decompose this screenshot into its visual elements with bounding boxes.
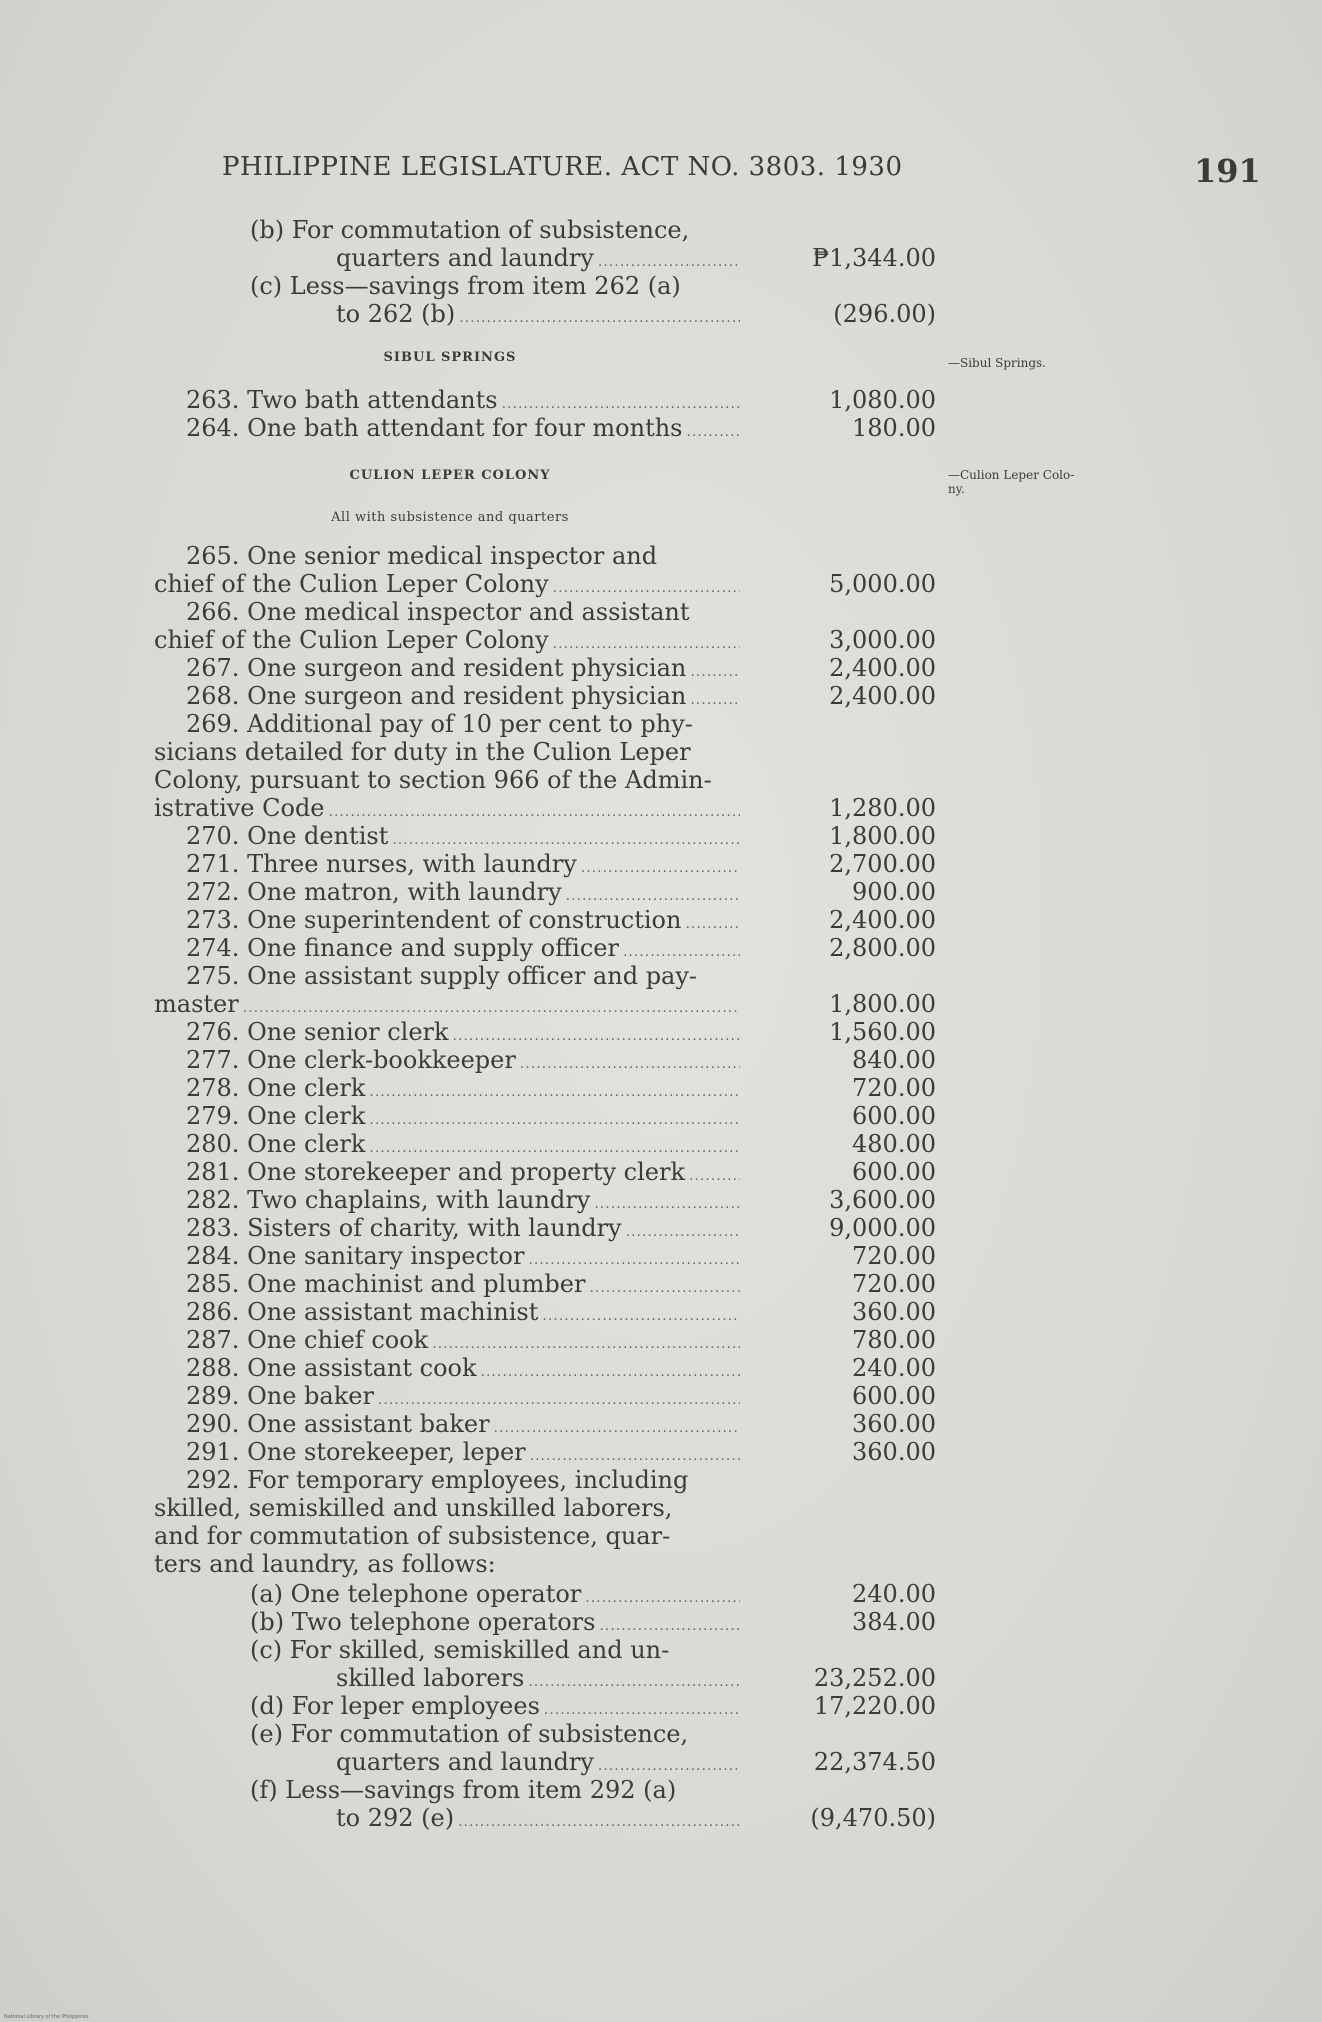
- item-text: 266. One medical inspector and assistant: [186, 598, 690, 626]
- item-amount: 720.00: [852, 1242, 936, 1270]
- item-entry: 277. One clerk-bookkeeper .....: [186, 1046, 744, 1074]
- item-entry: 288. One assistant cook .....: [186, 1354, 744, 1382]
- item-entry: 287. One chief cook .....: [186, 1326, 744, 1354]
- item-amount: 720.00: [852, 1074, 936, 1102]
- item-amount: 2,400.00: [829, 906, 936, 934]
- item-amount: 600.00: [852, 1382, 936, 1410]
- item-entry: (b) Two telephone operators .....: [250, 1608, 744, 1636]
- item-amount: 1,080.00: [829, 386, 936, 414]
- item-amount: 720.00: [852, 1270, 936, 1298]
- item-entry: 270. One dentist .....: [186, 822, 744, 850]
- item-entry: 282. Two chaplains, with laundry .....: [186, 1186, 744, 1214]
- item-entry: 273. One superintendent of construction .....: [186, 906, 744, 934]
- item-entry: 290. One assistant baker .....: [186, 1410, 744, 1438]
- item-text: and for commutation of subsistence, quar-: [154, 1522, 671, 1550]
- item-entry: 285. One machinist and plumber .....: [186, 1270, 744, 1298]
- item-amount: 840.00: [852, 1046, 936, 1074]
- item-amount: 360.00: [852, 1438, 936, 1466]
- item-entry: 263. Two bath attendants .....: [186, 386, 744, 414]
- item-entry: 283. Sisters of charity, with laundry .....: [186, 1214, 744, 1242]
- item-entry: 276. One senior clerk .....: [186, 1018, 744, 1046]
- item-text: (b) For commutation of subsistence,: [250, 216, 690, 244]
- item-amount: 23,252.00: [813, 1664, 936, 1692]
- section-subheading: All with subsistence and quarters: [331, 510, 569, 525]
- item-amount: 240.00: [852, 1580, 936, 1608]
- item-amount: 600.00: [852, 1102, 936, 1130]
- running-header: PHILIPPINE LEGISLATURE. ACT NO. 3803. 1930: [222, 152, 903, 182]
- margin-note: —Culion Leper Colo-: [948, 468, 1075, 482]
- item-entry: 289. One baker .....: [186, 1382, 744, 1410]
- item-entry: 267. One surgeon and resident physician .....: [186, 654, 744, 682]
- item-amount: 780.00: [852, 1326, 936, 1354]
- section-heading: SIBUL SPRINGS: [383, 350, 517, 365]
- item-entry: 274. One finance and supply officer .....: [186, 934, 744, 962]
- item-text: Colony, pursuant to section 966 of the Admin-: [154, 766, 712, 794]
- item-entry: skilled laborers .....: [336, 1664, 744, 1692]
- item-entry: quarters and laundry .....: [336, 244, 744, 272]
- item-text: 265. One senior medical inspector and: [186, 542, 658, 570]
- item-text: sicians detailed for duty in the Culion Leper: [154, 738, 691, 766]
- item-amount: 360.00: [852, 1298, 936, 1326]
- item-amount: 2,800.00: [829, 934, 936, 962]
- item-amount: 1,280.00: [829, 794, 936, 822]
- item-text: skilled, semiskilled and unskilled laborers,: [154, 1494, 673, 1522]
- item-entry: 272. One matron, with laundry .....: [186, 878, 744, 906]
- item-entry: 291. One storekeeper, leper .....: [186, 1438, 744, 1466]
- item-entry: 271. Three nurses, with laundry .....: [186, 850, 744, 878]
- item-entry: quarters and laundry .....: [336, 1748, 744, 1776]
- item-amount: 1,800.00: [829, 822, 936, 850]
- section-heading: CULION LEPER COLONY: [349, 468, 551, 483]
- item-amount: 2,700.00: [829, 850, 936, 878]
- item-amount: 600.00: [852, 1158, 936, 1186]
- item-amount: 17,220.00: [813, 1692, 936, 1720]
- scan-footer: National Library of the Philippines: [4, 2014, 89, 2020]
- item-entry: to 292 (e) .....: [336, 1804, 744, 1832]
- item-amount: 9,000.00: [829, 1214, 936, 1242]
- item-text: ters and laundry, as follows:: [154, 1550, 496, 1578]
- item-amount: 5,000.00: [829, 570, 936, 598]
- item-entry: 264. One bath attendant for four months .....: [186, 414, 744, 442]
- margin-note: ny.: [948, 482, 965, 496]
- item-text: 292. For temporary employees, including: [186, 1466, 689, 1494]
- item-amount: 900.00: [852, 878, 936, 906]
- item-text: (c) Less—savings from item 262 (a): [250, 272, 681, 300]
- item-text: (f) Less—savings from item 292 (a): [250, 1776, 677, 1804]
- item-amount: 180.00: [852, 414, 936, 442]
- item-amount: 2,400.00: [829, 682, 936, 710]
- item-amount: 3,000.00: [829, 626, 936, 654]
- margin-note: —Sibul Springs.: [948, 356, 1046, 370]
- item-amount: 3,600.00: [829, 1186, 936, 1214]
- page-number: 191: [1194, 152, 1261, 190]
- item-entry: istrative Code .....: [154, 794, 744, 822]
- item-amount: 1,560.00: [829, 1018, 936, 1046]
- item-amount: 360.00: [852, 1410, 936, 1438]
- item-entry: (d) For leper employees .....: [250, 1692, 744, 1720]
- item-entry: 280. One clerk .....: [186, 1130, 744, 1158]
- item-entry: 281. One storekeeper and property clerk .....: [186, 1158, 744, 1186]
- item-amount: (296.00): [833, 300, 936, 328]
- item-amount: 22,374.50: [813, 1748, 936, 1776]
- item-amount: 2,400.00: [829, 654, 936, 682]
- item-entry: 268. One surgeon and resident physician .....: [186, 682, 744, 710]
- item-amount: ₱1,344.00: [812, 244, 936, 272]
- item-text: 269. Additional pay of 10 per cent to phy-: [186, 710, 693, 738]
- item-entry: 284. One sanitary inspector .....: [186, 1242, 744, 1270]
- item-entry: 278. One clerk .....: [186, 1074, 744, 1102]
- item-entry: 286. One assistant machinist .....: [186, 1298, 744, 1326]
- item-text: (c) For skilled, semiskilled and un-: [250, 1636, 670, 1664]
- item-amount: 1,800.00: [829, 990, 936, 1018]
- item-amount: 240.00: [852, 1354, 936, 1382]
- item-text: (e) For commutation of subsistence,: [250, 1720, 689, 1748]
- item-amount: 480.00: [852, 1130, 936, 1158]
- item-entry: chief of the Culion Leper Colony .....: [154, 626, 744, 654]
- item-entry: master .....: [154, 990, 744, 1018]
- item-entry: chief of the Culion Leper Colony .....: [154, 570, 744, 598]
- item-entry: to 262 (b) .....: [336, 300, 744, 328]
- item-entry: (a) One telephone operator .....: [250, 1580, 744, 1608]
- item-text: 275. One assistant supply officer and pay-: [186, 962, 698, 990]
- item-entry: 279. One clerk .....: [186, 1102, 744, 1130]
- item-amount: (9,470.50): [810, 1804, 936, 1832]
- item-amount: 384.00: [852, 1608, 936, 1636]
